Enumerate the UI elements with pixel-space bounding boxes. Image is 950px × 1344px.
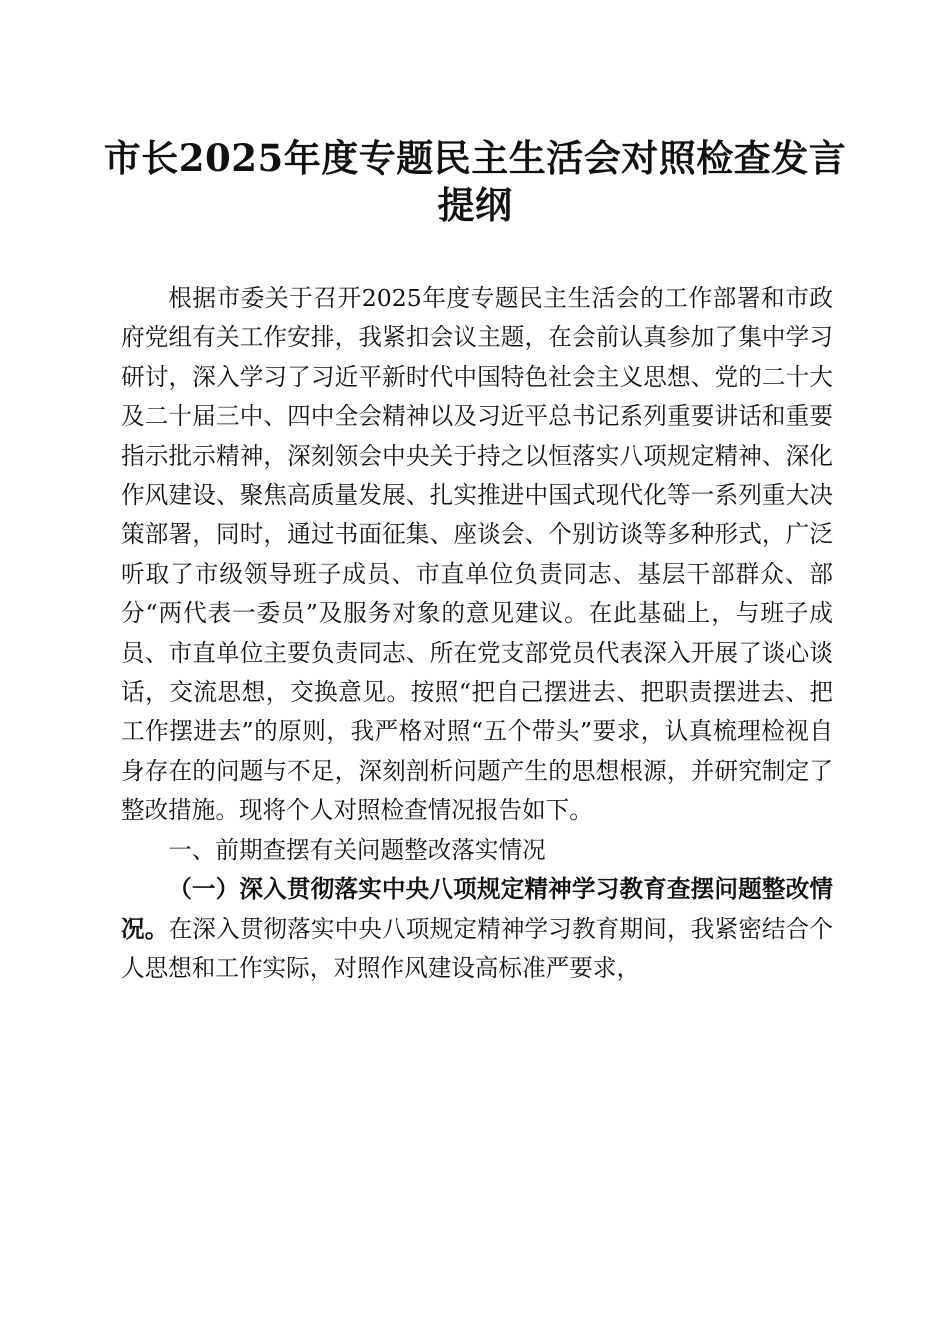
subsection-text-1: 在深入贯彻落实中央八项规定精神学习教育期间，我紧密结合个人思想和工作实际，对照作风建设高标准严要求， [121,914,834,982]
intro-paragraph: 根据市委关于召开2025年度专题民主生活会的工作部署和市政府党组有关工作安排，我紧扣会议主题，在会前认真参加了集中学习研讨，深入学习了习近平新时代中国特色社会主义思想、党的二十大及二十届三中、四中全会精神以及习近平总书记系列重要讲话和重要指示批示精神，深刻领会中央关于持之以恒落实八项规定精神、深化作风建设、聚焦高质量发展、扎实推进中国式现代化等一系列重大决策部署，同时，通过书面征集、座谈会、个别访谈等多种形式，广泛听取了市级领导班子成员、市直单位负责同志、基层干部群众、部分“两代表一委员”及服务对象的意见建议。在此基础上，与班子成员、市直单位主要负责同志、所在党支部党员代表深入开展了谈心谈话，交流思想，交换意见。按照“把自己摆进去、把职责摆进去、把工作摆进去”的原则，我严格对照“五个带头”要求，认真梳理检视自身存在的问题与不足，深刻剖析问题产生的思想根源，并研究制定了整改措施。现将个人对照检查情况报告如下。 [121,284,833,825]
subsection-label-1: （一）深入贯彻落实中央八项规定精神学习教育查摆问题整改情况。 [121,875,833,943]
section-heading-1: 一、前期查摆有关问题整改落实情况 [168,835,546,864]
document-body [121,279,833,988]
subsection-paragraph-1 [121,870,833,988]
document-title: 市长2025年度专题民主生活会对照检查发言提纲 [103,136,847,227]
